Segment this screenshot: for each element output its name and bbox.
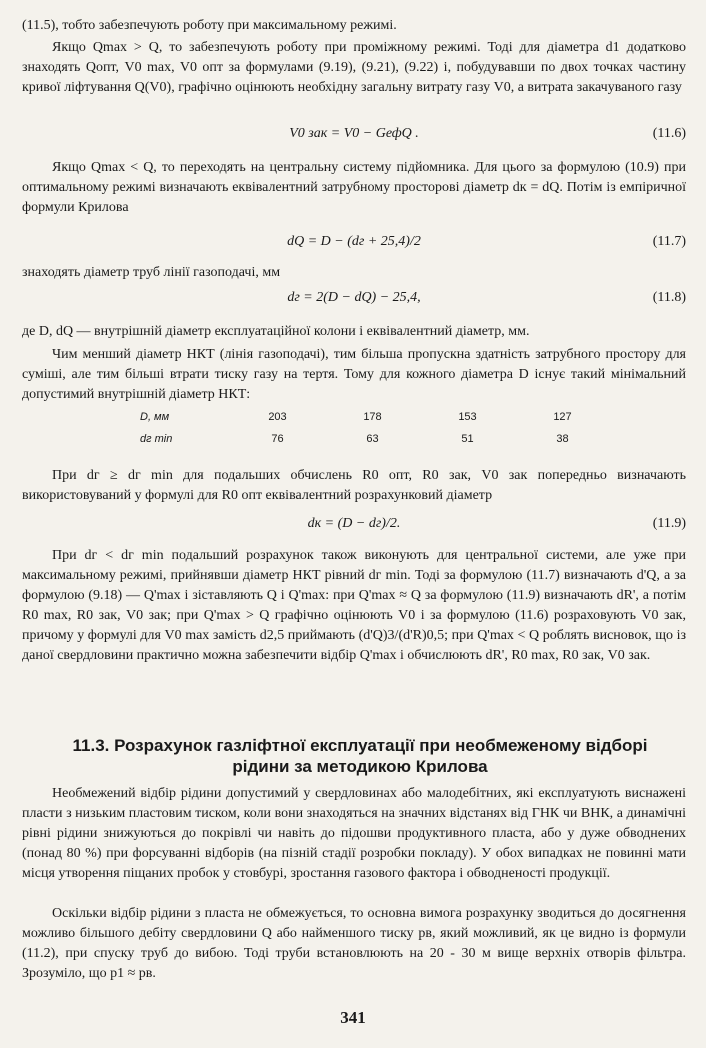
paragraph: Оскільки відбір рідини з пласта не обмежується, то основна вимога розрахунку зводиться до досягнення можливо більшого дебіту свердловини Q або найменшого тиску pв, який можливий, як це видно із формули (11.2), при спуску труб до вибою. Тоді труби встановлюють на 20 - 30 м вище верхніх отворів фільтра. Зрозуміло, що p1 ≈ pв.: [22, 906, 686, 981]
table-row: [140, 428, 620, 450]
table-cell: 153: [458, 411, 477, 423]
table-cell: 38: [556, 433, 569, 445]
table-cell: 51: [461, 433, 474, 445]
equation-expression: dг = 2(D − dQ) − 25,4,: [287, 290, 421, 305]
paragraph: (11.5), тобто забезпечують роботу при максимальному режимі.: [22, 18, 397, 33]
equation-number: (11.6): [652, 126, 686, 141]
equation-number: (11.7): [652, 234, 686, 249]
paragraph: знаходять діаметр труб лінії газоподачі, мм: [22, 265, 281, 280]
equation-expression: dQ = D − (dг + 25,4)/2: [287, 234, 421, 249]
paragraph: Чим менший діаметр НКТ (лінія газоподачі), тим більша пропускна здатність затрубного простору для суміші, але тим більші втрати тиску газу на тертя. Тому для кожного діаметра D існує такий мінімальний допустимий внутрішній діаметр НКТ:: [22, 347, 686, 402]
equation-expression: V0 зак = V0 − GефQ .: [289, 126, 419, 141]
table-row: [140, 406, 620, 428]
equation-number: (11.8): [652, 290, 686, 305]
equation-11-8: [22, 288, 686, 310]
table-cell: 127: [553, 411, 572, 423]
equation-11-7: [22, 232, 686, 254]
table-cell: 63: [366, 433, 379, 445]
paragraph: При dг < dг min подальший розрахунок також виконують для центральної системи, але уже при максимальному режимі, прийнявши діаметр НКТ рівний dг min. Тоді за формулою (11.7) визначають d'Q, а за формулою (9.18) — Q'max і зіставляють Q і Q'max: при Q'max ≈ Q за формулою (11.9) визначають dR', а потім R0 max, R0 зак, V0 зак; при Q'max > Q графічно оцінюють V0 і за формулою (11.6) розраховують V0 зак, причому у формулі для V0 max замість d2,5 приймають (d'Q)3/(d'R)0,5; при Q'max < Q роблять висновок, що із даної свердловини практично можна забезпечити відбір Q'max і обчислюють dR', R0 max, R0 зак, V0 зак.: [22, 548, 686, 663]
diameter-table: [140, 406, 620, 450]
table-cell: 178: [363, 411, 382, 423]
equation-expression: dк = (D − dг)/2.: [307, 516, 401, 531]
paragraph: де D, dQ — внутрішній діаметр експлуатаційної колони і еквівалентний діаметр, мм.: [22, 324, 530, 339]
table-cell: 203: [268, 411, 287, 423]
paragraph: Необмежений відбір рідини допустимий у свердловинах або малодебітних, які експлуатують виснажені пласти з низьким пластовим тиском, коли вони знаходяться на значних відстанях від ГНК чи ВНК, а динамічні рівні рідини знижуються до покрівлі чи навіть до підошви продуктивного пласта, або у дуже обводнених (понад 80 %) при форсуванні відборів (на пізній стадії розробки покладу). У обох випадках не повинні мати місця утворення піщаних пробок у стовбурі, зростання газового фактора і обводненості продукції.: [22, 786, 686, 881]
table-row-header: D, мм: [140, 411, 170, 423]
paragraph: При dг ≥ dг min для подальших обчислень R0 опт, R0 зак, V0 зак попередньо визначають використовуваний у формулі для R0 опт еквівалентний розрахунковий діаметр: [22, 468, 686, 503]
equation-11-6: [22, 124, 686, 146]
equation-number: (11.9): [652, 516, 686, 531]
paragraph: Якщо Qmax < Q, то переходять на центральну систему підйомника. Для цього за формулою (10.9) при оптимальному режимі визначають еквівалентний затрубному просторові діаметр dк = dQ. Потім із емпіричної формули Крилова: [22, 160, 686, 215]
equation-11-9: [22, 514, 686, 536]
section-heading: 11.3. Розрахунок газліфтної експлуатації при необмеженому відборі рідини за методикою Крилова: [72, 736, 648, 776]
page-number: 341: [340, 1008, 366, 1027]
table-row-header: dг min: [140, 433, 173, 445]
paragraph: Якщо Qmax > Q, то забезпечують роботу при проміжному режимі. Тоді для діаметра d1 додатково знаходять Qопт, V0 max, V0 опт за формулами (9.19), (9.21), (9.22) і, побудувавши по двох точках частину кривої ліфтування Q(V0), графічно оцінюють необхідну загальну витрату газу V0, а витрата закачуваного газу: [22, 40, 686, 95]
table-cell: 76: [271, 433, 284, 445]
